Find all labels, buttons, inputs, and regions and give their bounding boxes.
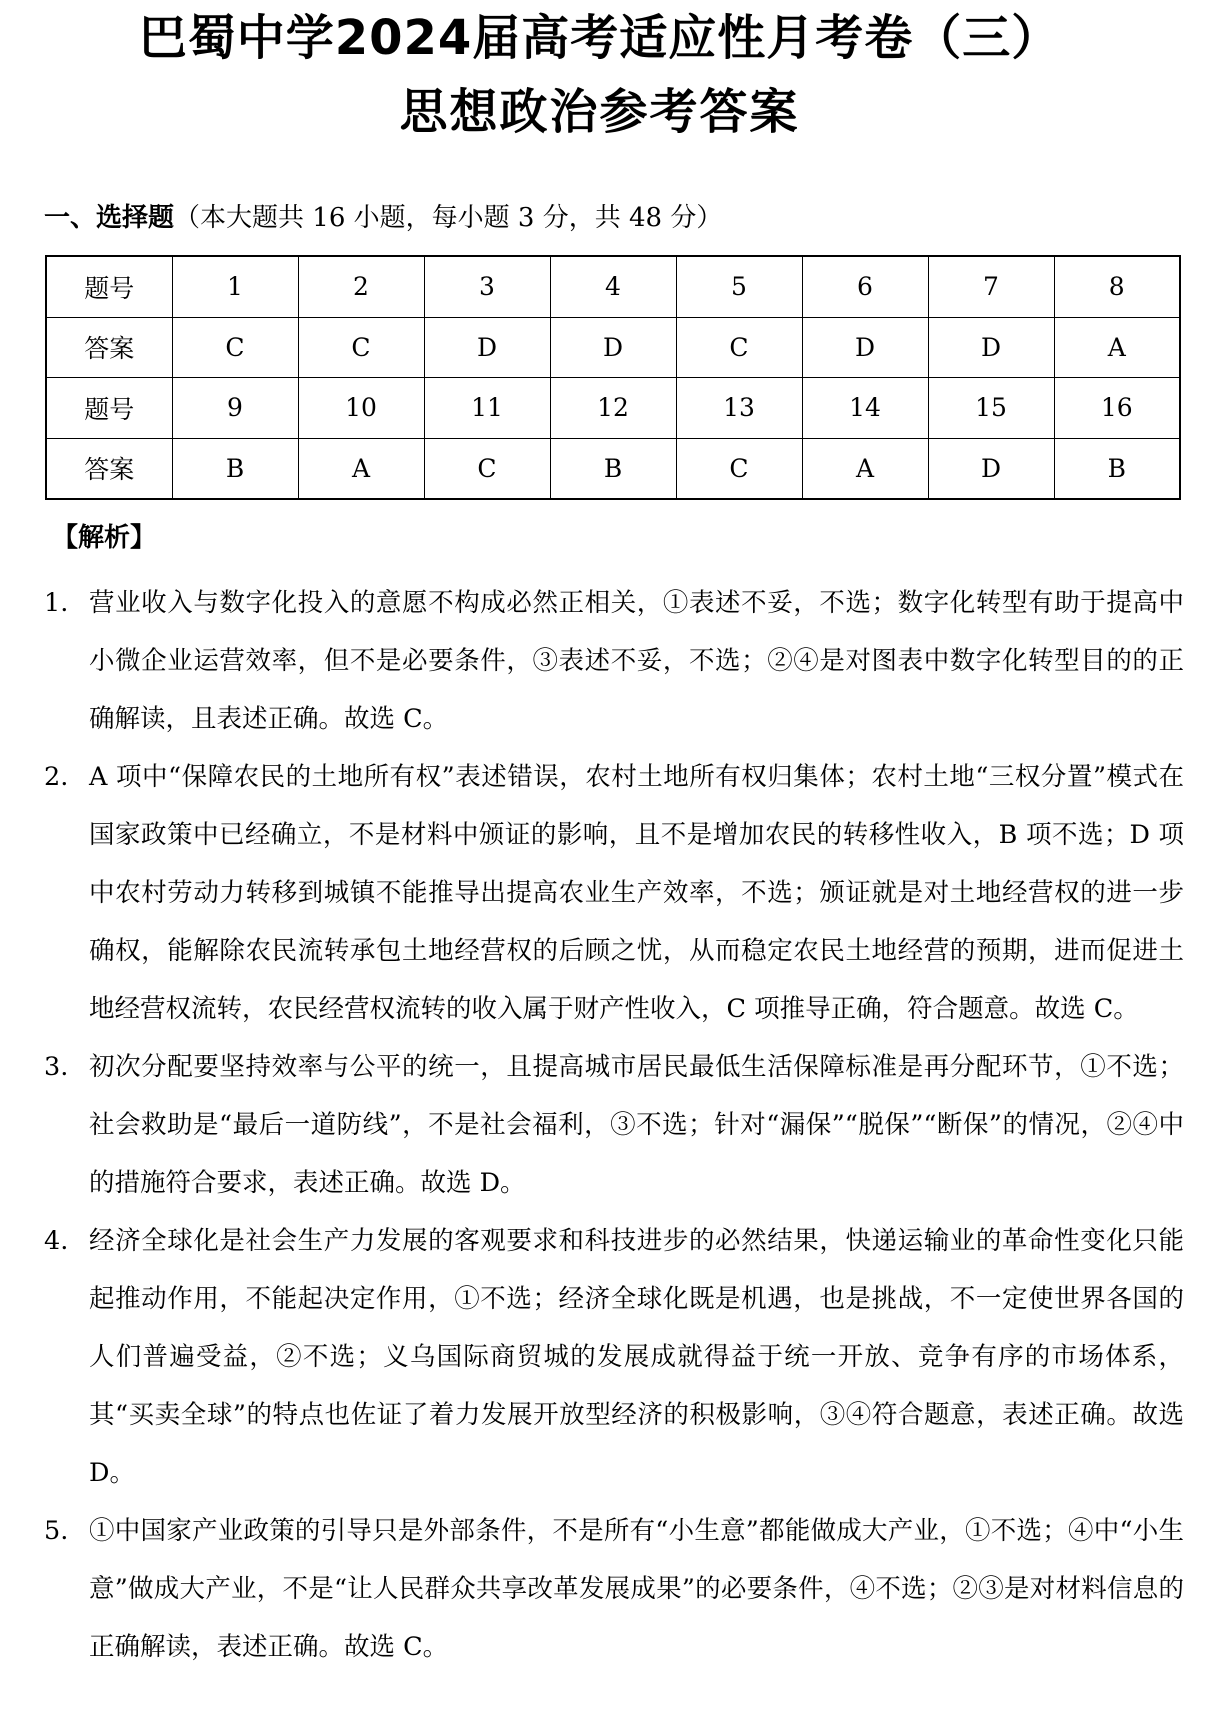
section-heading bbox=[44, 200, 722, 236]
analysis-heading: 【解析】 bbox=[52, 523, 157, 553]
table-cell: D bbox=[928, 317, 1054, 378]
table-cell: 8 bbox=[1054, 256, 1180, 317]
analysis-list bbox=[44, 574, 1184, 1676]
table-cell: 10 bbox=[298, 378, 424, 439]
table-cell: B bbox=[550, 438, 676, 499]
exam-title: 巴蜀中学2024届高考适应性月考卷（三） bbox=[138, 10, 1061, 66]
analysis-item bbox=[44, 1502, 1184, 1676]
table-cell: D bbox=[550, 317, 676, 378]
table-row bbox=[46, 438, 1180, 499]
table-cell: B bbox=[1054, 438, 1180, 499]
table-cell: D bbox=[802, 317, 928, 378]
table-cell: 3 bbox=[424, 256, 550, 317]
analysis-item-number: 5. bbox=[44, 1516, 69, 1546]
analysis-item-number: 1. bbox=[44, 588, 69, 618]
table-cell: 2 bbox=[298, 256, 424, 317]
table-row bbox=[46, 317, 1180, 378]
table-cell: 5 bbox=[676, 256, 802, 317]
analysis-item-number: 2. bbox=[44, 762, 69, 792]
table-row bbox=[46, 378, 1180, 439]
table-row-header: 题号 bbox=[46, 378, 172, 439]
table-cell: C bbox=[676, 317, 802, 378]
analysis-item-text: ①中国家产业政策的引导只是外部条件，不是所有“小生意”都能做成大产业，①不选；④中“小生意”做成大产业，不是“让人民群众共享改革发展成果”的必要条件，④不选；②③是对材料信息的正确解读，表述正确。故选 C。 bbox=[89, 1516, 1184, 1662]
table-row-header: 答案 bbox=[46, 317, 172, 378]
table-cell: C bbox=[298, 317, 424, 378]
table-cell: 15 bbox=[928, 378, 1054, 439]
section-heading-label: 一、选择题 bbox=[44, 203, 175, 233]
table-cell: 12 bbox=[550, 378, 676, 439]
analysis-item bbox=[44, 748, 1184, 1038]
analysis-item-number: 4. bbox=[44, 1226, 69, 1256]
table-cell: 11 bbox=[424, 378, 550, 439]
table-cell: 4 bbox=[550, 256, 676, 317]
answer-table bbox=[45, 255, 1181, 500]
table-cell: C bbox=[172, 317, 298, 378]
analysis-item-text: 经济全球化是社会生产力发展的客观要求和科技进步的必然结果，快递运输业的革命性变化只能起推动作用，不能起决定作用，①不选；经济全球化既是机遇，也是挑战，不一定使世界各国的人们普遍受益，②不选；义乌国际商贸城的发展成就得益于统一开放、竞争有序的市场体系，其“买卖全球”的特点也佐证了着力发展开放型经济的积极影响，③④符合题意，表述正确。故选 D。 bbox=[89, 1226, 1184, 1488]
answer-table-body bbox=[46, 256, 1180, 499]
analysis-item-text: 营业收入与数字化投入的意愿不构成必然正相关，①表述不妥，不选；数字化转型有助于提高中小微企业运营效率，但不是必要条件，③表述不妥，不选；②④是对图表中数字化转型目的的正确解读，且表述正确。故选 C。 bbox=[89, 588, 1184, 734]
table-row-header: 题号 bbox=[46, 256, 172, 317]
table-cell: 16 bbox=[1054, 378, 1180, 439]
table-cell: A bbox=[802, 438, 928, 499]
table-cell: C bbox=[676, 438, 802, 499]
analysis-item-text: A 项中“保障农民的土地所有权”表述错误，农村土地所有权归集体；农村土地“三权分置”模式在国家政策中已经确立，不是材料中颁证的影响，且不是增加农民的转移性收入，B 项不选；D 项中农村劳动力转移到城镇不能推导出提高农业生产效率，不选；颁证就是对土地经营权的进一步确权，能解除农民流转承包土地经营权的后顾之忧，从而稳定农民土地经营的预期，进而促进土地经营权流转，农民经营权流转的收入属于财产性收入，C 项推导正确，符合题意。故选 C。 bbox=[89, 762, 1184, 1024]
table-cell: 14 bbox=[802, 378, 928, 439]
table-cell: A bbox=[1054, 317, 1180, 378]
table-cell: A bbox=[298, 438, 424, 499]
analysis-item bbox=[44, 1212, 1184, 1502]
table-cell: 6 bbox=[802, 256, 928, 317]
table-cell: 1 bbox=[172, 256, 298, 317]
section-heading-note: （本大题共 16 小题，每小题 3 分，共 48 分） bbox=[174, 203, 723, 233]
table-cell: B bbox=[172, 438, 298, 499]
table-cell: 13 bbox=[676, 378, 802, 439]
table-cell: D bbox=[424, 317, 550, 378]
analysis-item bbox=[44, 574, 1184, 748]
table-cell: C bbox=[424, 438, 550, 499]
table-cell: D bbox=[928, 438, 1054, 499]
analysis-item bbox=[44, 1038, 1184, 1212]
analysis-item-number: 3. bbox=[44, 1052, 69, 1082]
table-row bbox=[46, 256, 1180, 317]
analysis-item-text: 初次分配要坚持效率与公平的统一，且提高城市居民最低生活保障标准是再分配环节，①不选；社会救助是“最后一道防线”，不是社会福利，③不选；针对“漏保”“脱保”“断保”的情况，②④中的措施符合要求，表述正确。故选 D。 bbox=[89, 1052, 1184, 1198]
exam-subtitle: 思想政治参考答案 bbox=[399, 84, 800, 140]
table-cell: 7 bbox=[928, 256, 1054, 317]
table-row-header: 答案 bbox=[46, 438, 172, 499]
table-cell: 9 bbox=[172, 378, 298, 439]
